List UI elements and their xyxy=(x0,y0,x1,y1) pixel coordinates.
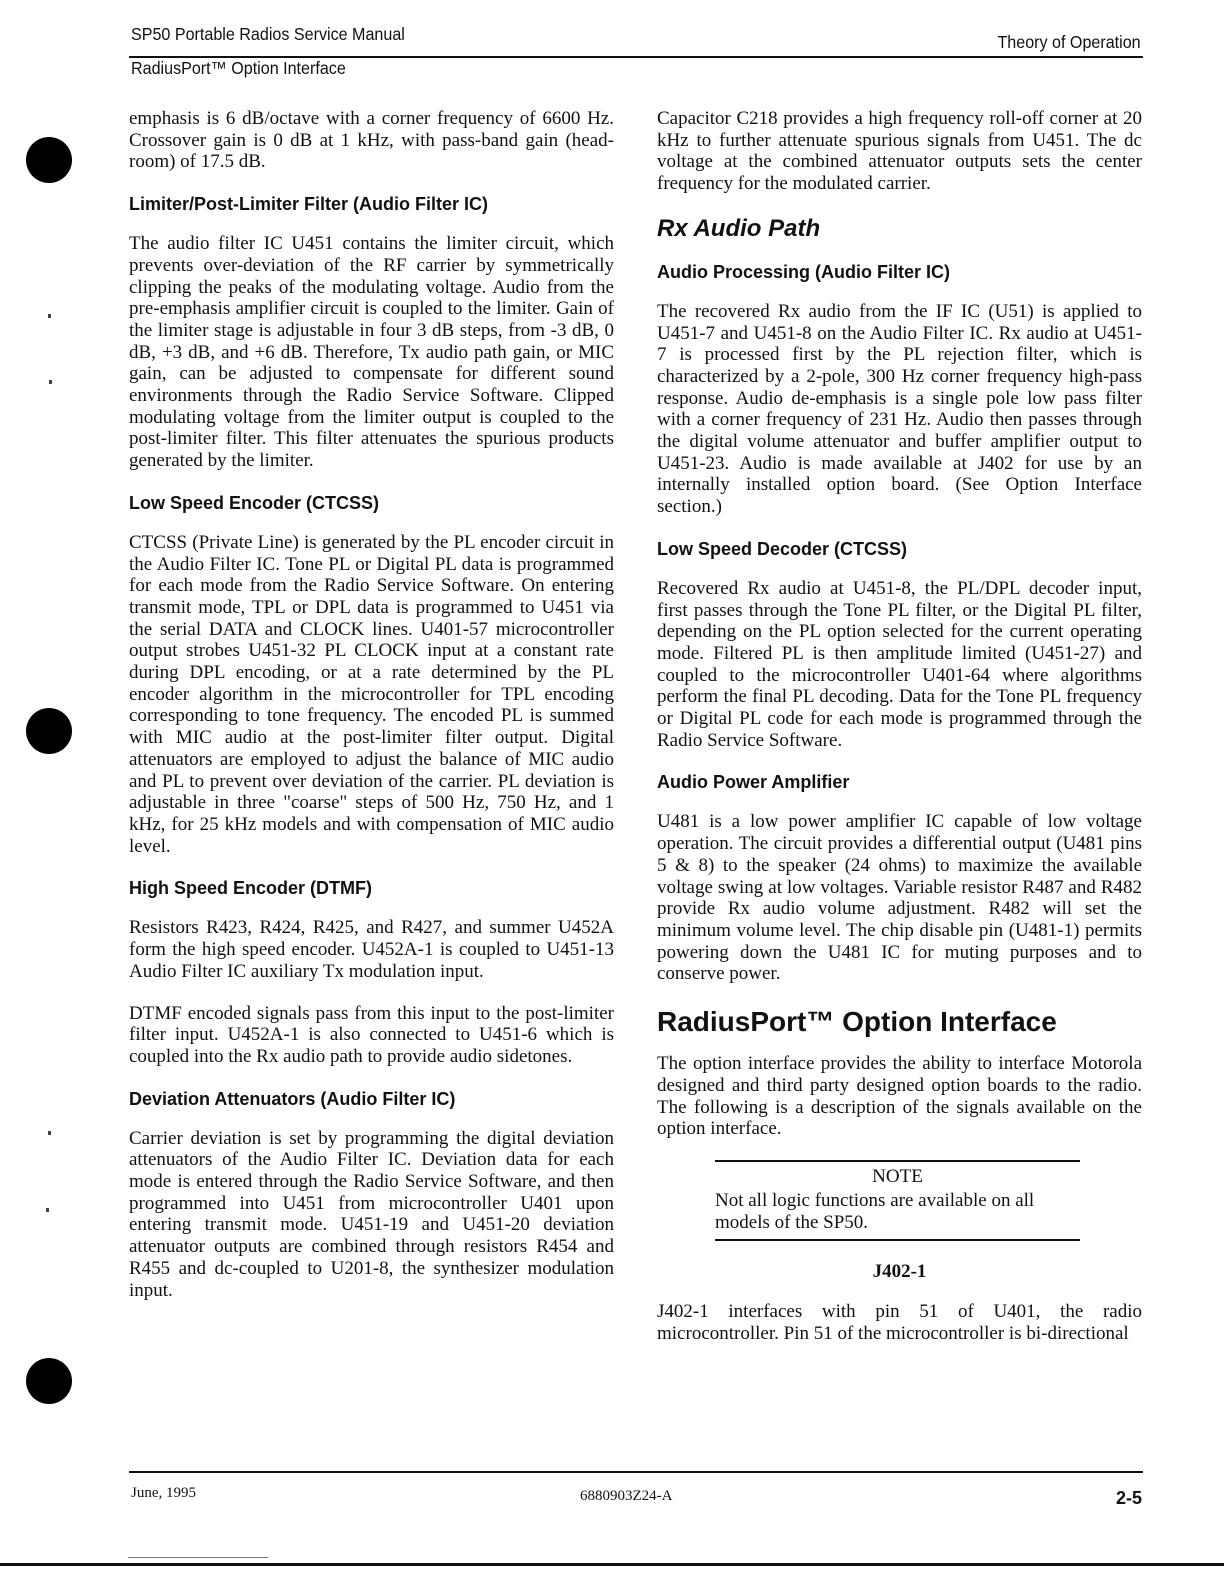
heading-audio-power-amplifier: Audio Power Amplifier xyxy=(657,772,850,793)
paragraph-deviation-attenuators: Carrier deviation is set by programming the digital deviation attenuators of the Audio Filter IC. Deviation data for each mode is entered through the Radio Service Software, and then programmed into U451 from microcontroller U401 upon entering transmit mode. U451-19 and U451-20 deviation attenuator outputs are combined through resistors R454 and R455 and dc-coupled to U201-8, the synthesizer modulation input. xyxy=(129,1127,614,1301)
binder-hole-middle xyxy=(26,708,72,754)
heading-limiter: Limiter/Post-Limiter Filter (Audio Filter IC) xyxy=(129,194,489,215)
subheading-j402-1: J402-1 xyxy=(872,1261,927,1283)
note-body: Not all logic functions are available on all models of the SP50. xyxy=(715,1189,1035,1233)
binder-hole-top xyxy=(26,137,72,183)
paragraph-high-speed-encoder-1: Resistors R423, R424, R425, and R427, and summer U452A form the high speed encoder. U452A-1 is coupled to U451-13 Audio Filter IC auxiliary Tx modulation input. xyxy=(129,917,614,982)
paragraph-emphasis: emphasis is 6 dB/octave with a corner frequency of 6600 Hz. Crossover gain is 0 dB at 1 kHz, with pass-band gain (head-room) of 17.5 dB. xyxy=(129,108,614,173)
scan-speck xyxy=(49,380,52,384)
left-column xyxy=(129,108,614,1321)
note-title: NOTE xyxy=(872,1165,923,1187)
footer-date: June, 1995 xyxy=(131,1485,196,1501)
paragraph-option-interface: The option interface provides the ability to interface Motorola designed and third party designed option boards to the radio. The following is a description of the signals available on the option interface. xyxy=(657,1053,1142,1140)
scan-bottom-edge xyxy=(0,1563,1224,1566)
scan-speck xyxy=(48,1131,51,1135)
footer-doc-number: 6880903Z24-A xyxy=(580,1488,673,1504)
scan-edge-mark xyxy=(128,1557,268,1558)
scan-speck xyxy=(46,1208,49,1212)
heading-audio-processing: Audio Processing (Audio Filter IC) xyxy=(657,261,951,282)
heading-rx-audio-path: Rx Audio Path xyxy=(657,214,821,242)
right-column xyxy=(657,108,1142,1365)
paragraph-j402-1: J402-1 interfaces with pin 51 of U401, the radio microcontroller. Pin 51 of the microcontroller is bi-directional xyxy=(657,1301,1142,1345)
note-box xyxy=(715,1160,1080,1241)
footer-rule xyxy=(129,1471,1143,1473)
binder-hole-bottom xyxy=(26,1358,72,1404)
paragraph-low-speed-decoder: Recovered Rx audio at U451-8, the PL/DPL decoder input, first passes through the Tone PL filter, or the Digital PL filter, depending on the PL option selected for the current operating mode. Filtered PL is then amplitude limited (U451-27) and coupled to the microcontroller U401-64 where algorithms perform the final PL decoding. Data for the Tone PL frequency or Digital PL code for each mode is programmed through the Radio Service Software. xyxy=(657,577,1142,751)
paragraph-audio-power-amplifier: U481 is a low power amplifier IC capable of low voltage operation. The circuit provides a differential output (U481 pins 5 & 8) to the speaker (24 ohms) to maximize the available voltage swing at low voltages. Variable resistor R487 and R482 provide Rx audio volume adjustment. R482 will set the minimum volume level. The chip disable pin (U481-1) permits powering down the U481 IC for muting purposes and to conserve power. xyxy=(657,811,1142,985)
heading-high-speed-encoder: High Speed Encoder (DTMF) xyxy=(129,878,372,899)
subsection-title: RadiusPort™ Option Interface xyxy=(131,58,346,78)
heading-low-speed-decoder: Low Speed Decoder (CTCSS) xyxy=(657,538,908,559)
heading-low-speed-encoder: Low Speed Encoder (CTCSS) xyxy=(129,492,380,513)
paragraph-audio-processing: The recovered Rx audio from the IF IC (U51) is applied to U451-7 and U451-8 on the Audio Filter IC. Rx audio at U451-7 is processed first by the PL rejection filter, which is characterized by a 2-pole, 300 Hz corner frequency high-pass response. Audio de-emphasis is a single pole low pass filter with a corner frequency of 231 Hz. Audio then passes through the digital volume attenuator and buffer amplifier output to U451-23. Audio is made available at J402 for use by an internally installed option board. (See Option Interface section.) xyxy=(657,300,1142,518)
heading-deviation-attenuators: Deviation Attenuators (Audio Filter IC) xyxy=(129,1088,456,1109)
heading-option-interface: RadiusPort™ Option Interface xyxy=(657,1006,1057,1038)
paragraph-limiter: The audio filter IC U451 contains the limiter circuit, which prevents over-deviation of the RF carrier by symmetrically clipping the peaks of the modulating voltage. Audio from the pre-emphasis amplifier circuit is coupled to the limiter. Gain of the limiter stage is adjustable in four 3 dB steps, from -3 dB, 0 dB, +3 dB, and +6 dB. Therefore, Tx audio path gain, or MIC gain, can be adjusted to compensate for different sound environments through the Radio Service Software. Clipped modulating voltage from the limiter output is coupled to the post-limiter filter. This filter attenuates the spurious products generated by the limiter. xyxy=(129,233,614,472)
paragraph-low-speed-encoder: CTCSS (Private Line) is generated by the PL encoder circuit in the Audio Filter IC. Tone PL or Digital PL data is programmed for each mode from the Radio Service Software. On entering transmit mode, TPL or DPL data is programmed to U451 via the serial DATA and CLOCK lines. U401-57 microcontroller output strobes U451-32 PL CLOCK input at a constant rate during DPL encoding, or at a rate determined by the PL encoder algorithm in the microcontroller for TPL encoding corresponding to tone frequency. The encoded PL is summed with MIC audio at the post-limiter filter output. Digital attenuators are employed to adjust the balance of MIC audio and PL to prevent over deviation of the carrier. PL deviation is adjustable in three "coarse" steps of 500 Hz, 750 Hz, and 1 kHz, for 25 kHz models and with compensation of MIC audio level. xyxy=(129,531,614,857)
manual-title: SP50 Portable Radios Service Manual xyxy=(131,24,405,44)
footer-page-number: 2-5 xyxy=(1115,1488,1142,1508)
paragraph-high-speed-encoder-2: DTMF encoded signals pass from this input to the post-limiter filter input. U452A-1 is also connected to U451-6 which is coupled into the Rx audio path to provide audio sidetones. xyxy=(129,1002,614,1067)
scan-speck xyxy=(48,314,51,318)
paragraph-c218: Capacitor C218 provides a high frequency roll-off corner at 20 kHz to further attenuate spurious signals from U451. The dc voltage at the combined attenuator outputs sets the center frequency for the modulated carrier. xyxy=(657,108,1142,195)
section-title: Theory of Operation xyxy=(997,32,1141,52)
